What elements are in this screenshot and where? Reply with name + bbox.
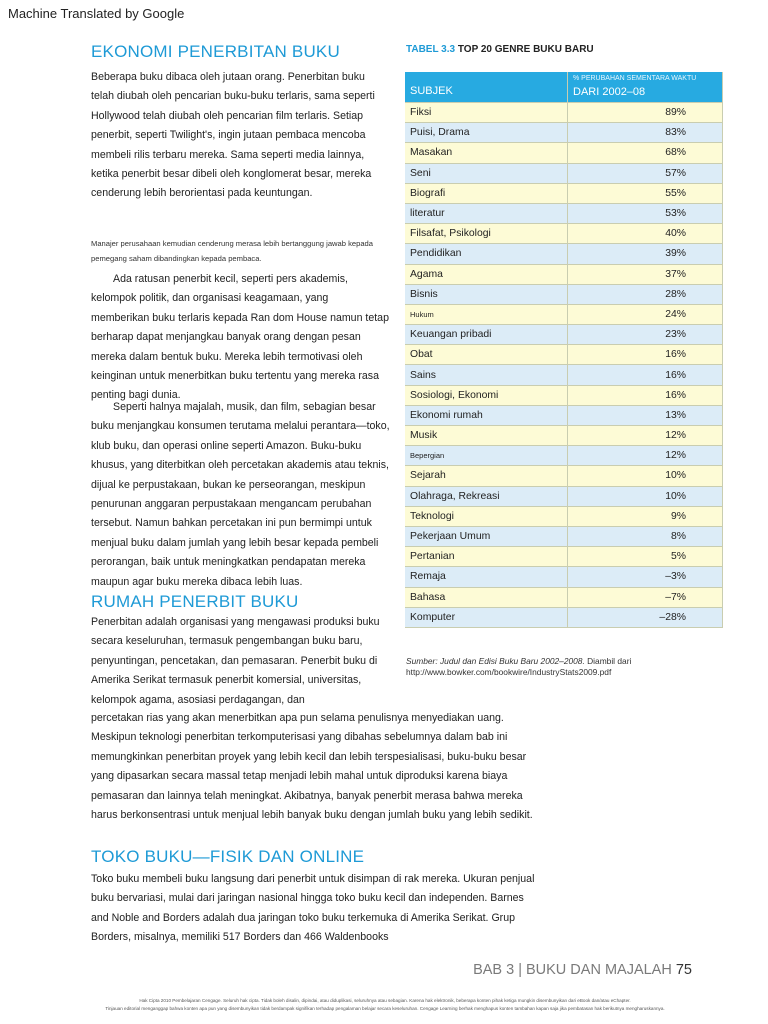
cell-subject: Puisi, Drama: [405, 123, 568, 143]
table-row: [405, 143, 723, 163]
cell-subject: Hukum: [405, 304, 568, 324]
cell-change: 57%: [568, 163, 723, 183]
cell-change: 83%: [568, 123, 723, 143]
cell-change: 10%: [568, 486, 723, 506]
cell-subject: Pendidikan: [405, 244, 568, 264]
table-row: [405, 264, 723, 284]
table-row: [405, 446, 723, 466]
section-heading-bookstores: TOKO BUKU—FISIK DAN ONLINE: [91, 847, 365, 866]
cell-subject: Olahraga, Rekreasi: [405, 486, 568, 506]
table-body: [405, 103, 723, 628]
table-row: [405, 123, 723, 143]
cell-change: 53%: [568, 203, 723, 223]
table-row: [405, 183, 723, 203]
source-url: Diambil dari http://www.bowker.com/bookwire/IndustryStats2009.pdf: [406, 656, 632, 677]
cell-change: 89%: [568, 103, 723, 123]
cell-change: 40%: [568, 224, 723, 244]
table-row: [405, 385, 723, 405]
cell-change: 55%: [568, 183, 723, 203]
table-row: [405, 547, 723, 567]
cell-change: 28%: [568, 284, 723, 304]
table-row: [405, 426, 723, 446]
cell-subject: Musik: [405, 426, 568, 446]
header-subject: SUBJEK: [405, 72, 568, 103]
table-row: [405, 224, 723, 244]
cell-subject: Bahasa: [405, 587, 568, 607]
table-row: [405, 567, 723, 587]
cell-subject: literatur: [405, 203, 568, 223]
table-row: [405, 607, 723, 627]
table-title: TOP 20 GENRE BUKU BARU: [457, 44, 594, 55]
table-row: [405, 325, 723, 345]
cell-subject: Seni: [405, 163, 568, 183]
cell-change: 16%: [568, 345, 723, 365]
table-row: [405, 365, 723, 385]
cell-subject: Fiksi: [405, 103, 568, 123]
cell-change: 9%: [568, 506, 723, 526]
cell-subject: Obat: [405, 345, 568, 365]
table-row: [405, 526, 723, 546]
copyright-line-2: Tinjauan editorial menganggap bahwa konten apa pun yang disembunyikan tidak berdampak signifikan terhadap pengalaman belajar secara keseluruhan. Cengage Learning berhak menghapus konten tambahan kapan saja jika pembatasan hak berikutnya mengharuskannya.: [105, 1006, 665, 1011]
cell-change: 68%: [568, 143, 723, 163]
section-heading-economy: EKONOMI PENERBITAN BUKU: [91, 42, 340, 61]
table-row: [405, 506, 723, 526]
cell-subject: Teknologi: [405, 506, 568, 526]
table-row: [405, 284, 723, 304]
header-change-sub: % PERUBAHAN SEMENTARA WAKTU: [573, 75, 697, 82]
paragraph-bookstores: Toko buku membeli buku langsung dari penerbit untuk disimpan di rak mereka. Ukuran penjual buku bervariasi, mulai dari jaringan nasional hingga toko buku kecil dan independen. Barnes and Noble and Borders adalah dua jaringan toko buku terkemuka di Amerika Serikat. Grup Borders, misalnya, memiliki 517 Borders dan 466 Waldenbooks: [91, 873, 535, 944]
cell-subject: Sejarah: [405, 466, 568, 486]
cell-subject: Bepergian: [405, 446, 568, 466]
cell-change: 8%: [568, 526, 723, 546]
cell-subject: Filsafat, Psikologi: [405, 224, 568, 244]
cell-subject: Pekerjaan Umum: [405, 526, 568, 546]
paragraph-economy: Beberapa buku dibaca oleh jutaan orang. Penerbitan buku telah diubah oleh pencarian buku-buku terlaris, sama seperti Hollywood telah diubah oleh pencarian film terlaris. Setiap penerbit, seperti Twilight's, ingin jutaan pembaca mencoba membeli rilis terbaru mereka. Sama seperti media lainnya, ketika penerbit besar dibeli oleh konglomerat besar, mereka cenderung lebih berorientasi pada keuntungan.: [91, 71, 375, 200]
header-change-main: DARI 2002–08: [573, 86, 646, 98]
cell-change: 5%: [568, 547, 723, 567]
table-caption: [406, 44, 594, 55]
paragraph-publishing-houses-cont: percetakan rias yang akan menerbitkan apa pun selama penulisnya menyediakan uang. Meskipun teknologi penerbitan terkomputerisasi yang dibahas sebelumnya dalam bab ini memungkinkan penerbitan proyek yang lebih kecil dan lebih terspesialisasi, buku-buku besar yang dipasarkan secara massal tetap menjadi lebih mahal untuk diproduksi karena biaya pemasaran dan lainnya telah meningkat. Akibatnya, banyak penerbit merasa bahwa mereka harus berkonsentrasi untuk menjual lebih banyak buku dengan jumlah buku yang lebih sedikit.: [91, 712, 533, 822]
cell-subject: Bisnis: [405, 284, 568, 304]
cell-change: 24%: [568, 304, 723, 324]
cell-change: –7%: [568, 587, 723, 607]
paragraph-small-publishers: [91, 270, 389, 406]
table-row: [405, 103, 723, 123]
table-row: [405, 466, 723, 486]
paragraph-intermediaries-text: Seperti halnya majalah, musik, dan film, sebagian besar buku menjangkau konsumen terutama melalui perantara—toko, klub buku, dan operasi online seperti Amazon. Buku-buku khusus, yang diterbitkan oleh percetakan akademis atau teknis, dijual ke perpustakaan, bukan ke perseorangan, meskipun penurunan anggaran perpustakaan mengancam perubahan tersebut. Namun bahkan percetakan ini pun bermimpi untuk menjual buku dalam jumlah yang lebih besar kepada pembeli perorangan, baik untuk meningkatkan pendapatan mereka maupun agar buku mereka dibaca lebih luas.: [91, 401, 390, 588]
chapter-label: BAB 3 | BUKU DAN MAJALAH: [473, 962, 676, 978]
table-source: [406, 656, 716, 678]
cell-change: 16%: [568, 385, 723, 405]
paragraph-intermediaries: [91, 398, 399, 592]
section-heading-publishing-houses: RUMAH PENERBIT BUKU: [91, 592, 299, 611]
cell-subject: Keuangan pribadi: [405, 325, 568, 345]
cell-subject: Remaja: [405, 567, 568, 587]
cell-change: 23%: [568, 325, 723, 345]
cell-change: 12%: [568, 426, 723, 446]
cell-subject: Pertanian: [405, 547, 568, 567]
cell-change: 10%: [568, 466, 723, 486]
paragraph-publishing-houses: Penerbitan adalah organisasi yang mengawasi produksi buku secara keseluruhan, termasuk pengembangan buku baru, penyuntingan, pencetakan, dan pemasaran. Penerbit buku di Amerika Serikat termasuk penerbit komersial, universitas, kelompok agama, asosiasi perdagangan, dan: [91, 616, 380, 706]
table-row: [405, 244, 723, 264]
table-header-row: [405, 72, 723, 103]
table-row: [405, 405, 723, 425]
cell-change: 39%: [568, 244, 723, 264]
genre-table: [405, 72, 723, 628]
cell-subject: Komputer: [405, 607, 568, 627]
cell-subject: Ekonomi rumah: [405, 405, 568, 425]
margin-note: Manajer perusahaan kemudian cenderung merasa lebih bertanggung jawab kepada pemegang saham dibandingkan kepada pembaca.: [91, 239, 374, 263]
table-row: [405, 163, 723, 183]
cell-change: 12%: [568, 446, 723, 466]
table-row: [405, 587, 723, 607]
table-number: TABEL 3.3: [406, 44, 456, 55]
copyright-line-1: Hak Cipta 2010 Pembelajaran Cengage. Seluruh hak cipta. Tidak boleh disalin, dipindai, atau diduplikasi, seluruhnya atau sebagian. Karena hak elektronik, beberapa konten pihak ketiga mungkin disembunyikan dari eBook dan/atau eChapter.: [139, 998, 631, 1003]
cell-change: –28%: [568, 607, 723, 627]
cell-subject: Sosiologi, Ekonomi: [405, 385, 568, 405]
cell-subject: Masakan: [405, 143, 568, 163]
table-row: [405, 304, 723, 324]
cell-change: 13%: [568, 405, 723, 425]
cell-subject: Sains: [405, 365, 568, 385]
table-row: [405, 486, 723, 506]
cell-change: 37%: [568, 264, 723, 284]
cell-change: 16%: [568, 365, 723, 385]
page-footer: [473, 962, 692, 978]
translation-banner: Machine Translated by Google: [8, 6, 185, 21]
table-row: [405, 203, 723, 223]
source-label: Sumber: Judul dan Edisi Buku Baru 2002–2008.: [406, 656, 585, 666]
cell-subject: Agama: [405, 264, 568, 284]
header-change: [568, 72, 723, 103]
paragraph-small-publishers-text: Ada ratusan penerbit kecil, seperti pers akademis, kelompok politik, dan organisasi keagamaan, yang memberikan buku terlaris kepada Ran dom House namun tetap berharap dapat menjangkau banyak orang dengan pesan mereka dalam bentuk buku. Mereka lebih termotivasi oleh keinginan untuk menerbitkan buku tertentu yang mereka rasa penting bagi dunia.: [91, 273, 389, 402]
page-number: 75: [675, 962, 692, 978]
cell-subject: Biografi: [405, 183, 568, 203]
table-row: [405, 345, 723, 365]
cell-change: –3%: [568, 567, 723, 587]
